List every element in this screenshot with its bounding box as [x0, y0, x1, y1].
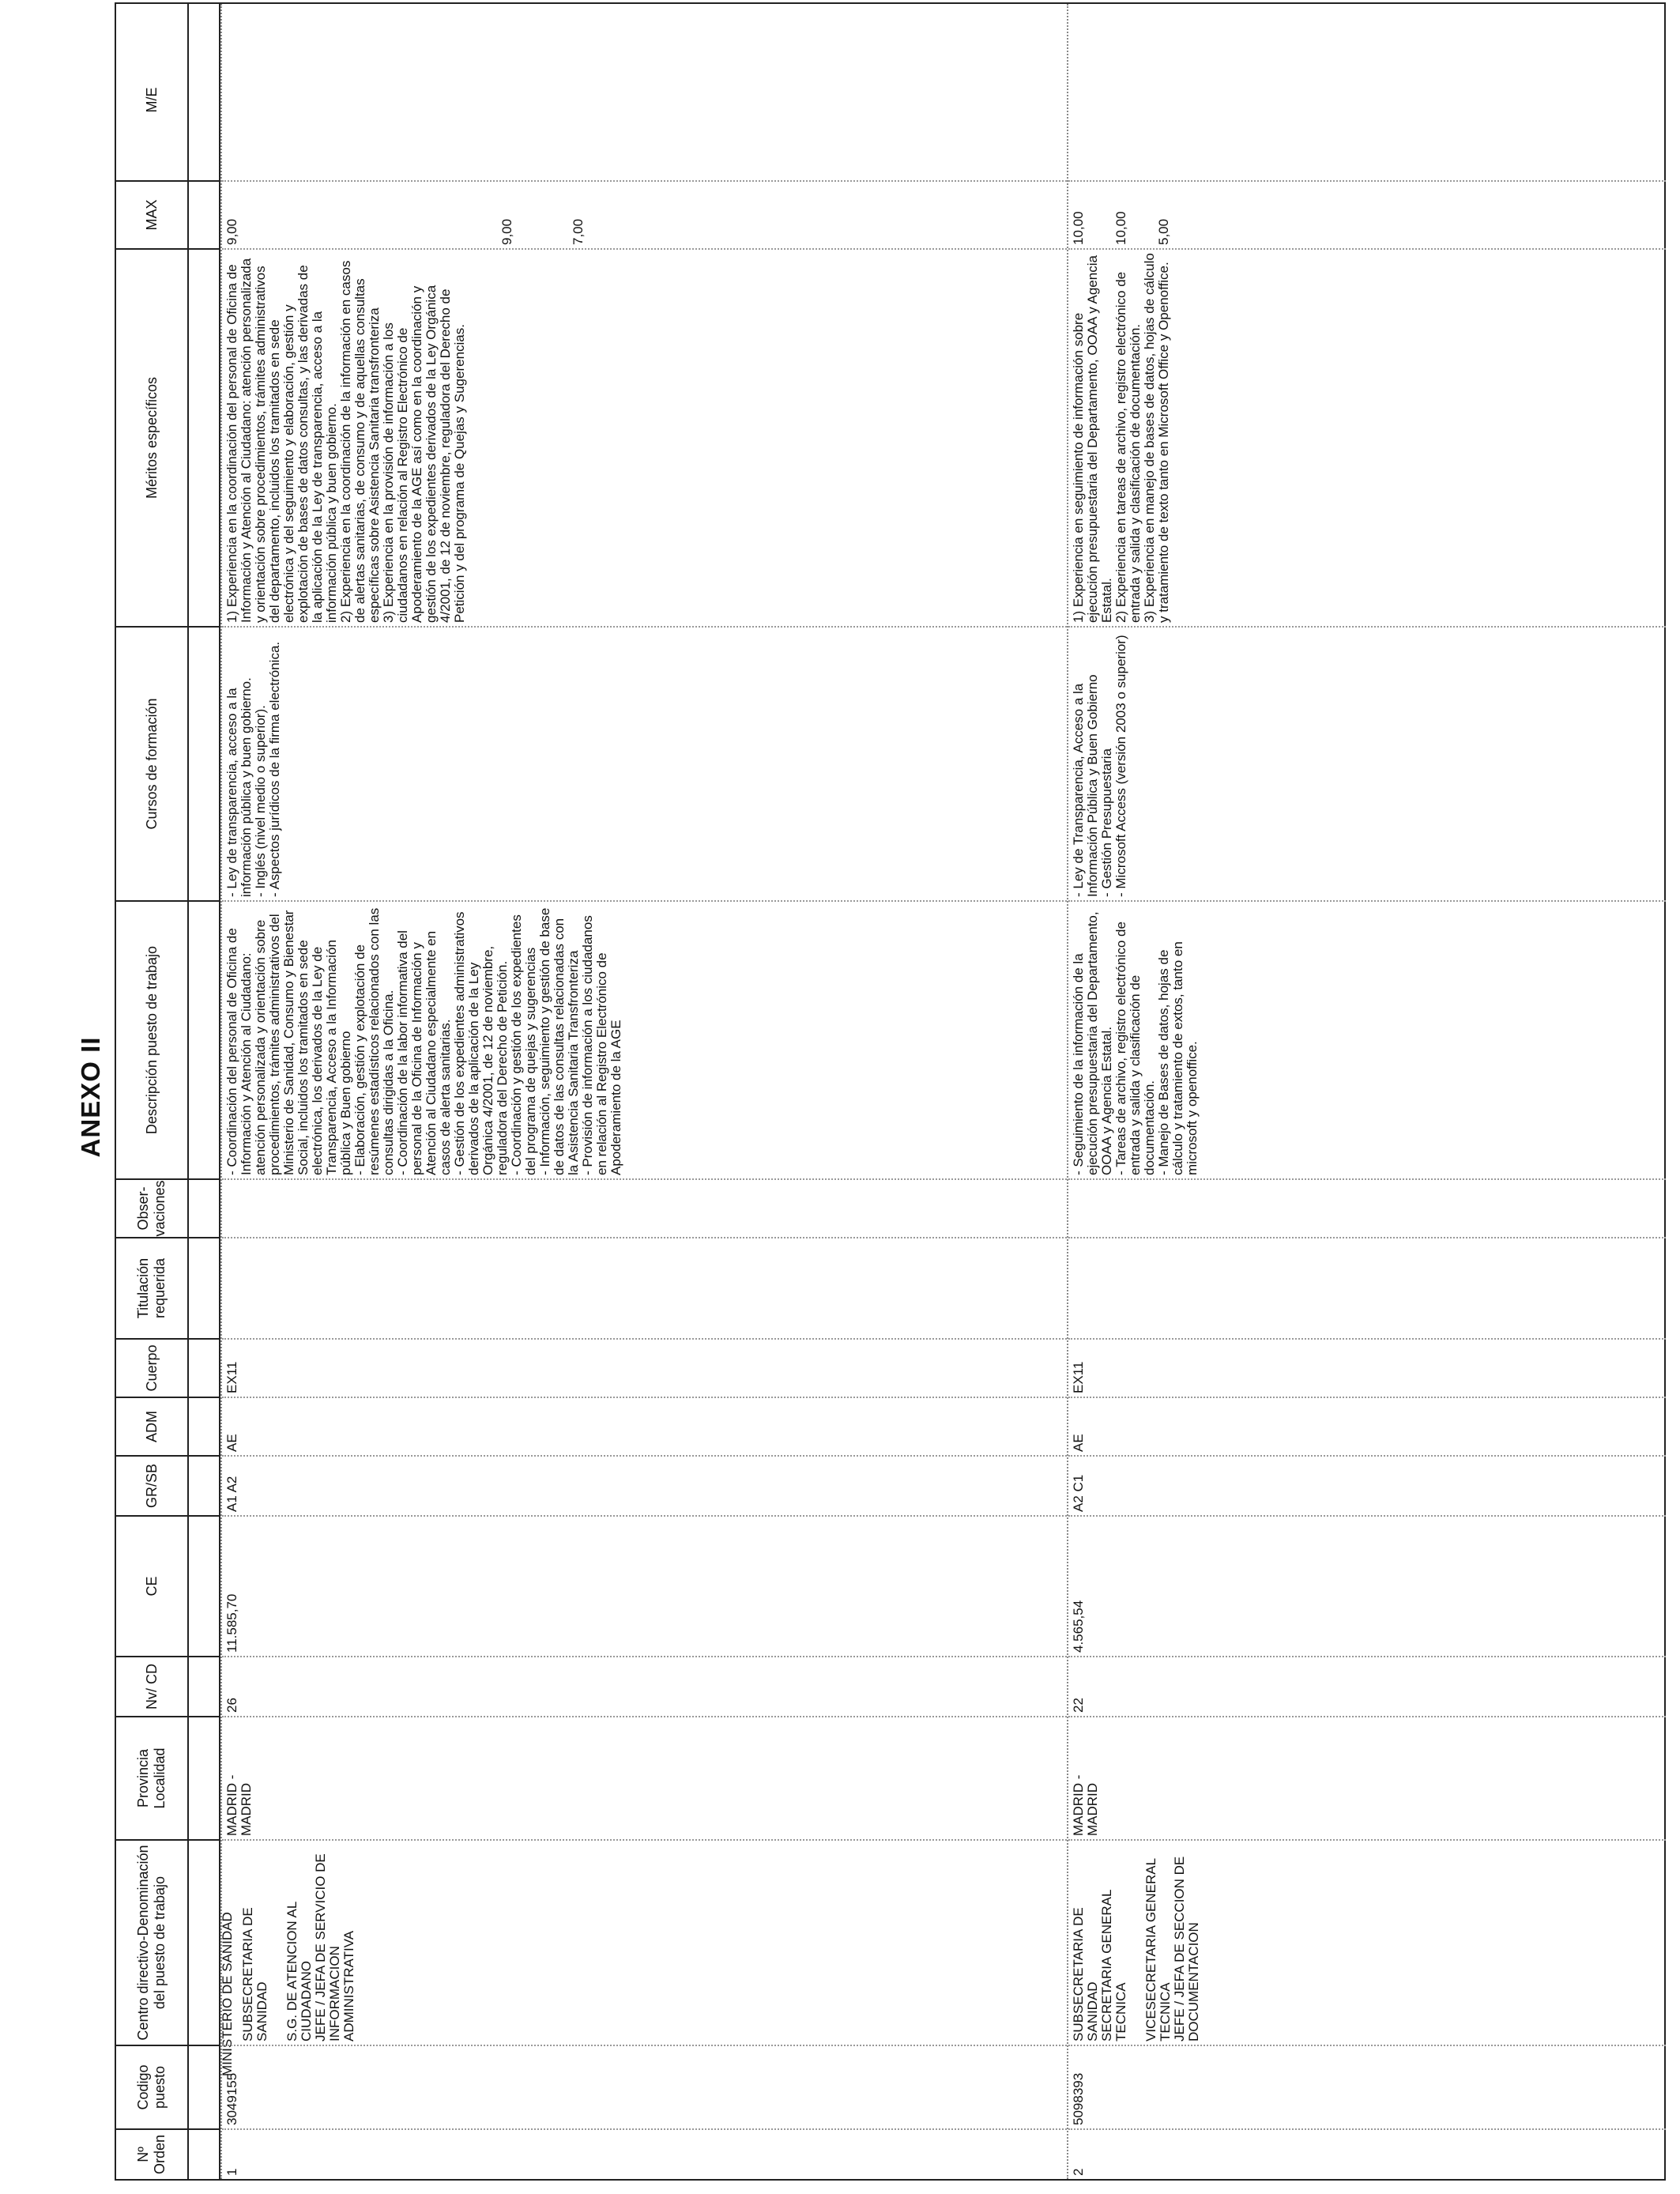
page-title: ANEXO II: [76, 1036, 105, 1158]
cell-max: [222, 180, 1067, 248]
unidad-line: S.G. DE ATENCION AL CIUDADANO: [284, 1902, 314, 2041]
header-max: MAX: [116, 180, 187, 248]
max-value: 5,00: [1156, 218, 1171, 245]
cell-adm: AE: [222, 1397, 1067, 1455]
header-cursos: Cursos de formación: [116, 626, 187, 900]
header-observaciones: Obser-vaciones: [116, 1178, 187, 1237]
header-centro: Centro directivo-Denominación del puesto de trabajo: [116, 1839, 187, 2045]
header-titulacion: Titulación requerida: [116, 1237, 187, 1338]
ministry-name: MINISTERIO DE SANIDAD: [220, 1912, 235, 2076]
cell-observaciones: [222, 1178, 1067, 1237]
cell-nivel: 22: [1068, 1656, 1666, 1716]
cell-me: [222, 20, 1067, 180]
header-cuerpo: Cuerpo: [116, 1338, 187, 1397]
cell-descripcion: - Coordinación del personal de Oficina de Información y Atención al Ciudadano: atención personalizada y orientación sobre procedimientos, trámites administrativos del Ministerio de Sanidad, Consumo y Bienestar Social, incluidos los tramitados en sede electrónica, los derivados de la Ley de Transparencia, Acceso a la Información pública y Buen gobierno - Elaboración, gestión y explotación de resúmenes estadísticos relacionados con las consultas dirigidas a la Oficina. - Coordinación de la labor informativa del personal de la Oficina de Información y Atención al Ciudadano especialmente en casos de alerta sanitarias. - Gestión de los expedientes administrativos derivados de la aplicación de la Ley Orgánica 4/2001, de 12 de noviembre, reguladora del Derecho de Petición. - Coordinación y gestión de los expedientes del programa de quejas y sugerencias - Información, seguimiento y gestión de base de datos de las consultas relacionadas con la Asistencia Sanitaria Transfronteriza - Provisión de información a los ciudadanos en relación al Registro Electrónico de Apoderamiento de la AGE: [222, 900, 1067, 1178]
header-descripcion: Descripción puesto de trabajo: [116, 900, 187, 1178]
cell-descripcion: - Seguimiento de la información de la ejecución presupuestaria del Departamento, OOAA y Agencia Estatal. - Tareas de archivo, registro electrónico de entrada y salida y clasificación de documentación. - Manejo de Bases de datos, hojas de cálculo y tratamiento de extos, tanto en microsoft y openoffice.: [1068, 900, 1666, 1178]
cell-provincia: MADRID - MADRID: [222, 1716, 1067, 1839]
header-nivel: Nv/ CD: [116, 1656, 187, 1716]
header-provincia: Provincia Localidad: [116, 1716, 187, 1839]
unidad-line: VICESECRETARIA GENERAL TECNICA: [1143, 1858, 1173, 2041]
cell-cuerpo: EX11: [222, 1338, 1067, 1397]
unidad-line: SUBSECRETARIA DE SANIDAD: [240, 1907, 269, 2041]
spacer-row: [189, 4, 220, 2179]
max-value: 10,00: [1071, 211, 1086, 245]
header-me: M/E: [143, 87, 160, 113]
cell-meritos: 1) Experiencia en seguimiento de información sobre ejecución presupuestaria del Departamento, OOAA y Agencia Estatal. 2) Experiencia en tareas de archivo, registro electrónico de entrada y salida y clasificación de documentación. 3) Experiencia en manejo de bases de datos, hojas de cálculo y tratamiento de texto tanto en Microsoft Office y Openoffice.: [1068, 248, 1666, 626]
cell-orden: 1: [222, 2128, 1067, 2179]
cell-meritos: 1) Experiencia en la coordinación del personal de Oficina de Información y Atención al Ciudadano: atención personalizada y orientación sobre procedimientos, trámites administrativos del departamento, incluidos los tramitados en sede electrónica y del seguimiento y elaboración, gestión y explotación de bases de datos consultas, y las derivadas de la aplicación de la Ley de transparencia, acceso a la información pública y buen gobierno. 2) Experiencia en la coordinación de la información en casos de alertas sanitarias, de consumo y de aquellas consultas específicas sobre Asistencia Sanitaria transfronteriza 3) Experiencia en la provisión de información a los ciudadanos en relación al Registro Electrónico de Apoderamiento de la AGE así como en la coordinación y gestión de los expedientes derivados de la Ley Orgánica 4/2001, de 12 de noviembre, reguladora del Derecho de Petición y del programa de Quejas y Sugerencias.: [222, 248, 1067, 626]
header-codigo: Codigo puesto: [116, 2045, 187, 2128]
cell-grsb: A2 C1: [1068, 1455, 1666, 1515]
header-orden: Nº Orden: [116, 2128, 187, 2179]
unidad-line: SUBSECRETARIA DE SANIDAD: [1071, 1907, 1100, 2041]
cell-me: [1068, 20, 1666, 180]
puesto-name: JEFE / JEFA DE SERVICIO DE INFORMACION ADMINISTRATIVA: [313, 1853, 356, 2041]
puesto-name: JEFE / JEFA DE SECCION DE DOCUMENTACION: [1172, 1856, 1201, 2041]
cell-cursos: - Ley de Transparencia, Acceso a la Información Pública y Buen Gobierno - Gestión Presupuestaria - Microsoft Access (versión 2003 o superior): [1068, 626, 1666, 900]
cell-observaciones: [1068, 1178, 1666, 1237]
cell-codigo: 3049155: [222, 2045, 1067, 2128]
table-row: [1067, 4, 1666, 2179]
max-value: 7,00: [571, 218, 586, 245]
cell-ce: 11.585,70: [222, 1515, 1067, 1656]
max-value: 9,00: [224, 218, 239, 245]
cell-ce: 4.565,54: [1068, 1515, 1666, 1656]
cell-codigo: 5098393: [1068, 2045, 1666, 2128]
cell-cursos: - Ley de transparencia, acceso a la información pública y buen gobierno. - Inglés (nivel medio o superior). - Aspectos jurídicos de la firma electrónica.: [222, 626, 1067, 900]
cell-provincia: MADRID - MADRID: [1068, 1716, 1666, 1839]
cell-titulacion: [222, 1237, 1067, 1338]
max-value: 10,00: [1113, 211, 1128, 245]
cell-cuerpo: EX11: [1068, 1338, 1666, 1397]
table-row: [220, 4, 1067, 2179]
header-grsb: GR/SB: [116, 1455, 187, 1515]
cell-titulacion: [1068, 1237, 1666, 1338]
cell-centro: [222, 1839, 1067, 2045]
cell-adm: AE: [1068, 1397, 1666, 1455]
unidad-line: SECRETARIA GENERAL TECNICA: [1099, 1890, 1128, 2041]
cell-orden: 2: [1068, 2128, 1666, 2179]
cell-max: [1068, 180, 1666, 248]
header-adm: ADM: [116, 1397, 187, 1455]
max-value: 9,00: [499, 218, 514, 245]
cell-nivel: 26: [222, 1656, 1067, 1716]
cell-centro: [1068, 1839, 1666, 2045]
header-ce: CE: [116, 1515, 187, 1656]
header-meritos: Méritos específicos: [116, 248, 187, 626]
anexo-table: [115, 2, 1666, 2181]
table-header: [116, 4, 189, 2179]
cell-grsb: A1 A2: [222, 1455, 1067, 1515]
